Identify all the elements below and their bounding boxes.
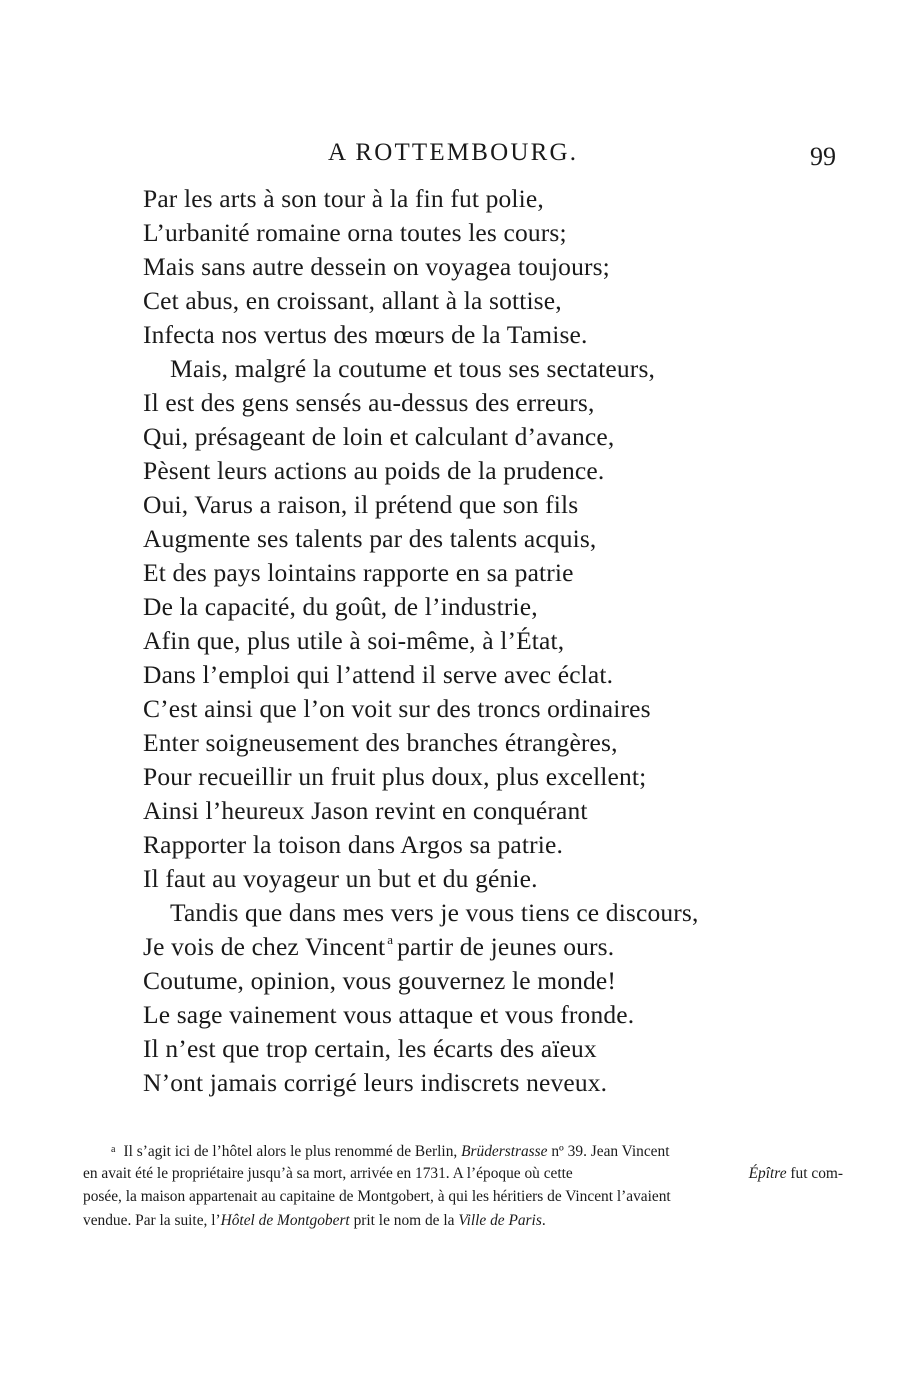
- verse-line: Dans l’emploi qui l’attend il serve avec éclat.: [143, 660, 614, 689]
- footnote-line: [83, 1185, 843, 1209]
- verse-line: Qui, présageant de loin et calculant d’avance,: [143, 422, 615, 451]
- epitre-word: Épître: [748, 1164, 787, 1182]
- verse-line: Par les arts à son tour à la fin fut polie,: [143, 184, 544, 213]
- verse-text: Je vois de chez Vincent: [143, 932, 386, 961]
- verse-line: C’est ainsi que l’on voit sur des troncs ordinaires: [143, 694, 651, 723]
- verse-line: Afin que, plus utile à soi-même, à l’État,: [143, 626, 565, 655]
- footnote-line: [83, 1209, 843, 1233]
- verse-line-with-note: [143, 930, 863, 964]
- verse-line: Coutume, opinion, vous gouvernez le monde!: [143, 966, 617, 995]
- footnote-line: [83, 1162, 843, 1186]
- street-name: Brüderstrasse: [461, 1143, 548, 1160]
- verse-line: Rapporter la toison dans Argos sa patrie.: [143, 830, 563, 859]
- verse-line: Oui, Varus a raison, il prétend que son fils: [143, 490, 579, 519]
- footnote-text: fut com-: [790, 1164, 843, 1182]
- verse-line: Cet abus, en croissant, allant à la sottise,: [143, 286, 562, 315]
- footnote: [83, 1138, 843, 1232]
- footnote-text: en avait été le propriétaire jusqu’à sa mort, arrivée en 1731. A l’époque où cette: [83, 1164, 573, 1182]
- footnote-text: .: [541, 1211, 546, 1229]
- running-title: A ROTTEMBOURG.: [328, 139, 579, 166]
- verse-line: Il n’est que trop certain, les écarts des aïeux: [143, 1034, 597, 1063]
- verse-line: Mais sans autre dessein on voyagea toujours;: [143, 252, 610, 281]
- verse-line: Tandis que dans mes vers je vous tiens ce discours,: [170, 898, 699, 927]
- verse-text-continued: partir de jeunes ours.: [397, 932, 615, 961]
- verse-line: N’ont jamais corrigé leurs indiscrets neveux.: [143, 1068, 608, 1097]
- ville-name: Ville de Paris: [458, 1211, 542, 1229]
- verse-line: Ainsi l’heureux Jason revint en conquérant: [143, 796, 588, 825]
- footnote-text: prit le nom de la: [353, 1211, 455, 1229]
- footnote-line: [83, 1138, 843, 1162]
- verse-line: De la capacité, du goût, de l’industrie,: [143, 592, 538, 621]
- verse-line: Pèsent leurs actions au poids de la prudence.: [143, 456, 605, 485]
- verse-line: Infecta nos vertus des mœurs de la Tamise.: [143, 320, 588, 349]
- verse-line: L’urbanité romaine orna toutes les cours;: [143, 218, 567, 247]
- footnote-text: Il s’agit ici de l’hôtel alors le plus renommé de Berlin,: [123, 1143, 458, 1160]
- verse-line: Mais, malgré la coutume et tous ses sectateurs,: [170, 354, 656, 383]
- running-head: [0, 136, 900, 170]
- verse-line: Il est des gens sensés au-dessus des erreurs,: [143, 388, 595, 417]
- poem-text: [143, 182, 863, 1100]
- page-number: 99: [810, 142, 836, 171]
- footnote-reference[interactable]: a: [387, 932, 394, 947]
- footnote-marker: a: [111, 1144, 116, 1155]
- verse-line: Augmente ses talents par des talents acquis,: [143, 524, 597, 553]
- verse-line: Et des pays lointains rapporte en sa patrie: [143, 558, 574, 587]
- hotel-name: Hôtel de Montgobert: [220, 1211, 350, 1229]
- verse-line: Le sage vainement vous attaque et vous fronde.: [143, 1000, 635, 1029]
- verse-line: Pour recueillir un fruit plus doux, plus excellent;: [143, 762, 647, 791]
- footnote-text: nº 39. Jean Vincent: [551, 1143, 670, 1160]
- verse-line: Enter soigneusement des branches étrangères,: [143, 728, 618, 757]
- footnote-text: posée, la maison appartenait au capitaine de Montgobert, à qui les héritiers de Vincent l’avaient: [83, 1188, 671, 1205]
- footnote-text: vendue. Par la suite, l’: [83, 1211, 221, 1229]
- verse-line: Il faut au voyageur un but et du génie.: [143, 864, 538, 893]
